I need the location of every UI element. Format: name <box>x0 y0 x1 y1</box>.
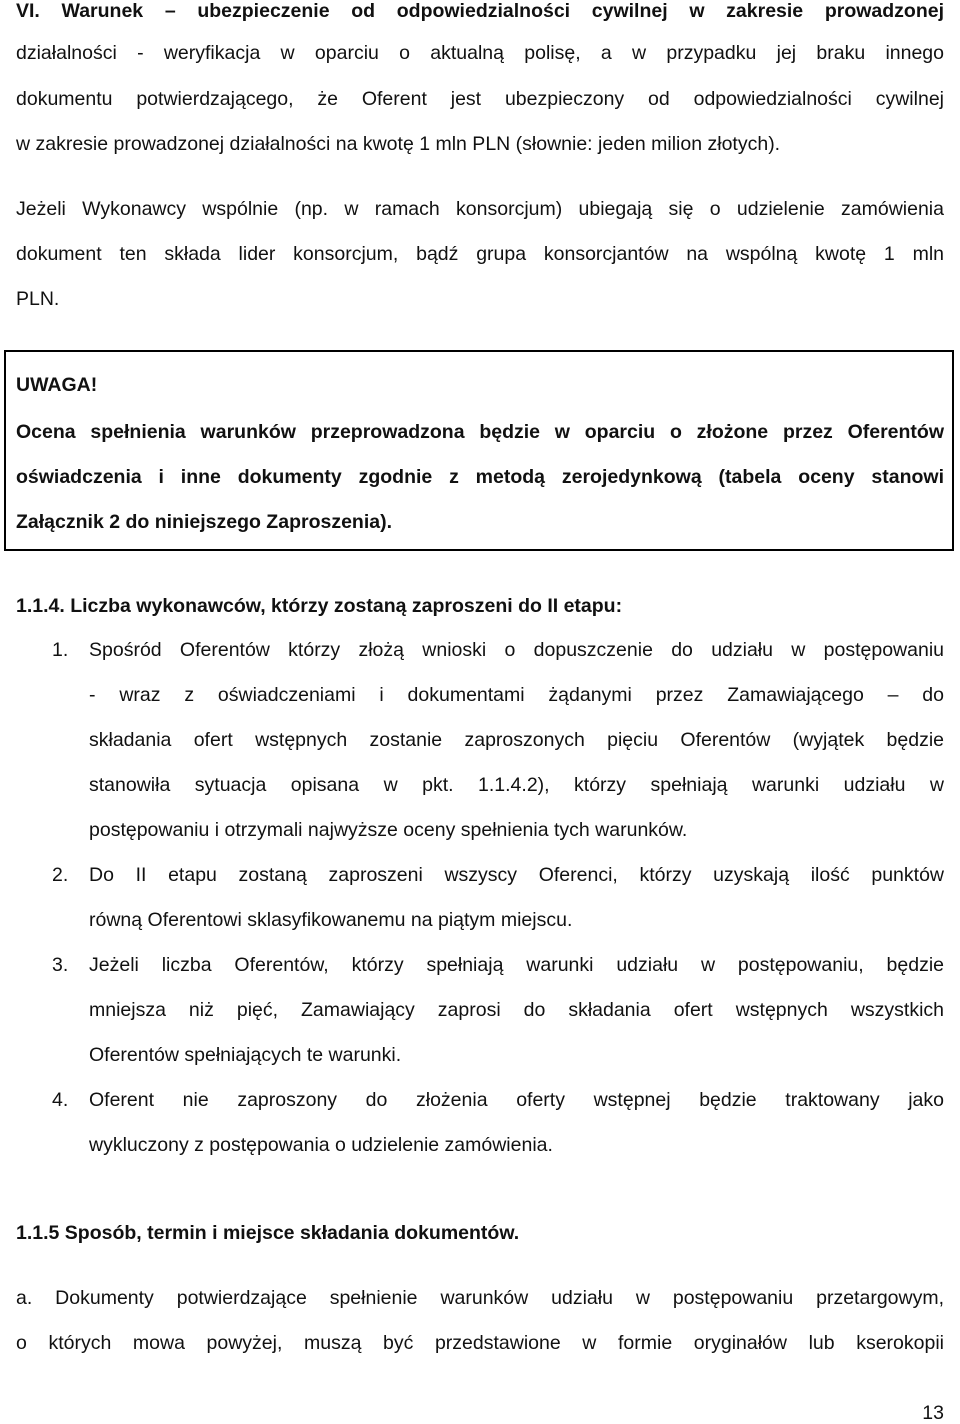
list-item-line: Spośród Oferentów którzy złożą wnioski o dopuszczenie do udziału w postępowaniu <box>89 639 944 661</box>
list-item-number: 2. <box>52 864 69 886</box>
section-114-heading: 1.1.4. Liczba wykonawców, którzy zostaną zaproszeni do II etapu: <box>16 595 623 617</box>
list-item-number: 1. <box>52 639 69 661</box>
list-item-line: mniejsza niż pięć, Zamawiający zaprosi do składania ofert wstępnych wszystkich <box>89 999 944 1021</box>
list-item-line: Oferentów spełniających te warunki. <box>89 1044 402 1066</box>
notice-line: Ocena spełnienia warunków przeprowadzona będzie w oparciu o złożone przez Oferentów <box>16 421 944 443</box>
section-vi-line: w zakresie prowadzonej działalności na kwotę 1 mln PLN (słownie: jeden milion złotych). <box>16 133 781 155</box>
notice-title: UWAGA! <box>16 374 98 396</box>
section-115-line: o których mowa powyżej, muszą być przedstawione w formie oryginałów lub kserokopii <box>16 1332 944 1354</box>
section-vi-line: działalności - weryfikacja w oparciu o aktualną polisę, a w przypadku jej braku innego <box>16 42 944 64</box>
list-item-line: Jeżeli liczba Oferentów, którzy spełniają warunki udziału w postępowaniu, będzie <box>89 954 944 976</box>
consortium-line: PLN. <box>16 288 60 310</box>
list-item-number: 4. <box>52 1089 69 1111</box>
consortium-line: Jeżeli Wykonawcy wspólnie (np. w ramach konsorcjum) ubiegają się o udzielenie zamówienia <box>16 198 944 220</box>
list-item-line: składania ofert wstępnych zostanie zaproszonych pięciu Oferentów (wyjątek będzie <box>89 729 944 751</box>
list-item-line: Oferent nie zaproszony do złożenia oferty wstępnej będzie traktowany jako <box>89 1089 944 1111</box>
list-item-number: 3. <box>52 954 69 976</box>
consortium-line: dokument ten składa lider konsorcjum, bądź grupa konsorcjantów na wspólną kwotę 1 mln <box>16 243 944 265</box>
list-item-line: równą Oferentowi sklasyfikowanemu na piątym miejscu. <box>89 909 573 931</box>
list-item-line: Do II etapu zostaną zaproszeni wszyscy Oferenci, którzy uzyskają ilość punktów <box>89 864 944 886</box>
list-item-line: wykluczony z postępowania o udzielenie zamówienia. <box>89 1134 553 1156</box>
section-115-heading: 1.1.5 Sposób, termin i miejsce składania dokumentów. <box>16 1222 520 1244</box>
section-vi-line: dokumentu potwierdzającego, że Oferent jest ubezpieczony od odpowiedzialności cywilnej <box>16 88 944 110</box>
page-number: 13 <box>922 1402 944 1424</box>
notice-line: Załącznik 2 do niniejszego Zaproszenia). <box>16 511 393 533</box>
list-item-line: - wraz z oświadczeniami i dokumentami żądanymi przez Zamawiającego – do <box>89 684 944 706</box>
section-115-line: a. Dokumenty potwierdzające spełnienie warunków udziału w postępowaniu przetargowym, <box>16 1287 944 1309</box>
notice-line: oświadczenia i inne dokumenty zgodnie z metodą zerojedynkową (tabela oceny stanowi <box>16 466 944 488</box>
list-item-line: postępowaniu i otrzymali najwyższe oceny spełnienia tych warunków. <box>89 819 688 841</box>
list-item-line: stanowiła sytuacja opisana w pkt. 1.1.4.2), którzy spełniają warunki udziału w <box>89 774 944 796</box>
section-vi-line: VI. Warunek – ubezpieczenie od odpowiedzialności cywilnej w zakresie prowadzonej <box>16 0 944 22</box>
